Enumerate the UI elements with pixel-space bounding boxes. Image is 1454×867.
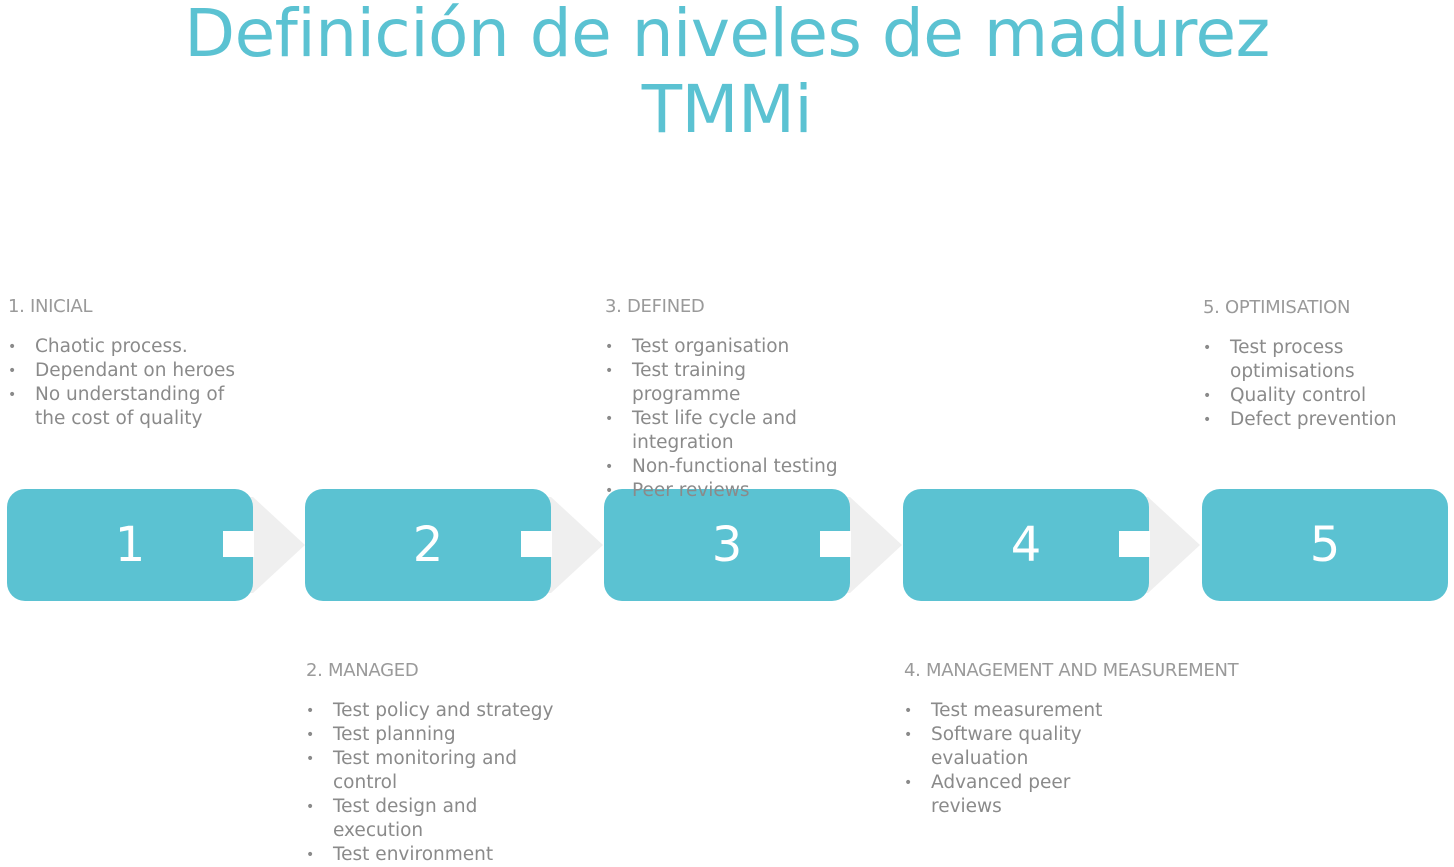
list-item: • Test environment bbox=[306, 843, 556, 867]
list-item: • Test monitoring and control bbox=[306, 747, 556, 795]
step-number-5: 5 bbox=[1309, 517, 1341, 573]
level-1-heading: 1. INICIAL bbox=[8, 296, 93, 317]
list-item: • Quality control bbox=[1203, 384, 1403, 408]
list-item: • Test life cycle and integration bbox=[605, 407, 860, 455]
step-number-3: 3 bbox=[711, 517, 743, 573]
list-item: • No understanding of the cost of quality bbox=[8, 383, 258, 431]
step-number-1: 1 bbox=[114, 517, 146, 573]
list-item: • Test design and execution bbox=[306, 795, 556, 843]
list-item: • Defect prevention bbox=[1203, 408, 1403, 432]
level-4-list bbox=[904, 699, 1104, 819]
list-item: • Test process optimisations bbox=[1203, 336, 1403, 384]
list-item: • Advanced peer reviews bbox=[904, 771, 1104, 819]
list-item: • Chaotic process. bbox=[8, 335, 258, 359]
level-2-list bbox=[306, 699, 556, 867]
step-number-2: 2 bbox=[412, 517, 444, 573]
title-line-2: TMMi bbox=[641, 71, 813, 148]
list-item: • Test measurement bbox=[904, 699, 1104, 723]
title-line-1: Definición de niveles de madurez bbox=[184, 0, 1270, 72]
list-item: • Test policy and strategy bbox=[306, 699, 556, 723]
list-item: • Test organisation bbox=[605, 335, 860, 359]
list-item: • Peer reviews bbox=[605, 479, 860, 503]
list-item: • Software quality evaluation bbox=[904, 723, 1104, 771]
level-5-heading: 5. OPTIMISATION bbox=[1203, 297, 1351, 318]
level-4-heading: 4. MANAGEMENT AND MEASUREMENT bbox=[904, 660, 1239, 681]
level-5-list bbox=[1203, 336, 1403, 432]
level-3-heading: 3. DEFINED bbox=[605, 296, 705, 317]
list-item: • Dependant on heroes bbox=[8, 359, 258, 383]
level-2-heading: 2. MANAGED bbox=[306, 660, 419, 681]
list-item: • Test training programme bbox=[605, 359, 860, 407]
list-item: • Non-functional testing bbox=[605, 455, 860, 479]
step-number-4: 4 bbox=[1010, 517, 1042, 573]
level-3-list bbox=[605, 335, 860, 503]
list-item: • Test planning bbox=[306, 723, 556, 747]
level-1-list bbox=[8, 335, 258, 431]
